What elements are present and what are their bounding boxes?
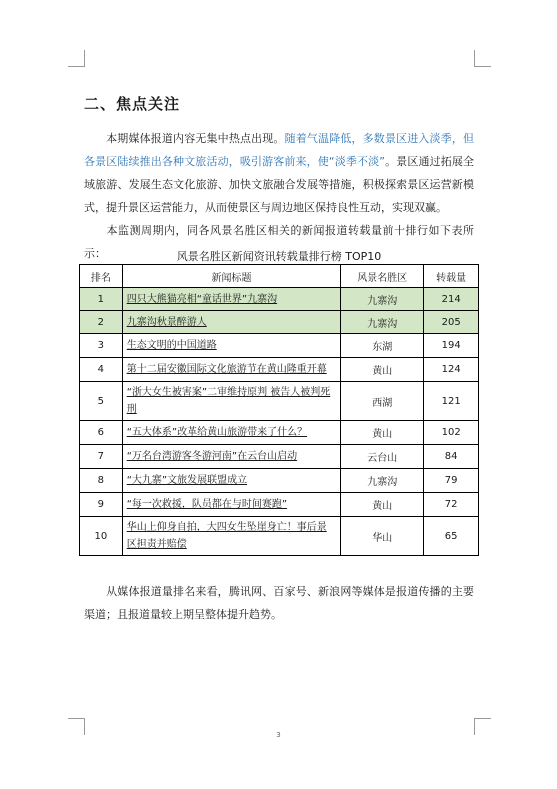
area-cell: 九寨沟 (341, 311, 424, 334)
count-cell: 72 (424, 493, 479, 517)
title-cell[interactable]: “每一次救援，队员都在与时间赛跑” (122, 493, 341, 517)
area-cell: 西湖 (341, 382, 424, 421)
table-row (80, 445, 479, 469)
page-number: 3 (276, 731, 281, 739)
table-row (80, 469, 479, 493)
area-cell: 黄山 (341, 493, 424, 517)
count-cell: 194 (424, 334, 479, 358)
count-cell: 79 (424, 469, 479, 493)
title-cell[interactable]: 四只大熊猫亮相“童话世界”九寨沟 (122, 288, 341, 311)
title-cell[interactable]: “浙大女生被害案”二审维持原判 被告人被判死刑 (122, 382, 341, 421)
count-cell: 102 (424, 421, 479, 445)
header-count: 转载量 (424, 265, 479, 288)
table-row (80, 358, 479, 382)
rank-cell: 4 (80, 358, 123, 382)
rank-cell: 7 (80, 445, 123, 469)
section-heading: 二、焦点关注 (84, 95, 181, 113)
rank-cell: 6 (80, 421, 123, 445)
area-cell: 九寨沟 (341, 469, 424, 493)
intro-text-end: 。景区通过拓展全域旅游、发展生态文化旅游、加快文旅融合发展等措施，积极探索景区运营新模式，提升景区运营能力，从而使景区与周边地区保持良性互动，实现双赢。 (84, 155, 475, 214)
area-cell: 九寨沟 (341, 288, 424, 311)
count-cell: 65 (424, 517, 479, 556)
table-row (80, 493, 479, 517)
title-cell[interactable]: “大九寨”文旅发展联盟成立 (122, 469, 341, 493)
table-row (80, 517, 479, 556)
table-row (80, 421, 479, 445)
corner-mark-top-left (68, 50, 85, 67)
title-cell[interactable]: 九寨沟秋景醉游人 (122, 311, 341, 334)
area-cell: 黄山 (341, 358, 424, 382)
rank-cell: 5 (80, 382, 123, 421)
intro-paragraph (84, 127, 474, 219)
title-cell[interactable]: 生态文明的中国道路 (122, 334, 341, 358)
rank-cell: 3 (80, 334, 123, 358)
rank-cell: 2 (80, 311, 123, 334)
count-cell: 205 (424, 311, 479, 334)
area-cell: 黄山 (341, 421, 424, 445)
area-cell: 云台山 (341, 445, 424, 469)
area-cell: 华山 (341, 517, 424, 556)
title-cell[interactable]: “万名台湾游客冬游河南”在云台山启动 (122, 445, 341, 469)
summary-paragraph (84, 580, 474, 626)
table-intro-text: 本监测周期内，同各风景名胜区相关的新闻报道转载量前十排行如下表所示： (84, 224, 474, 260)
table-row (80, 334, 479, 358)
rank-cell: 10 (80, 517, 123, 556)
count-cell: 84 (424, 445, 479, 469)
table-header-row (80, 265, 479, 288)
intro-highlight-text: 随着气温降低，多数景区进入淡季，但各景区陆续推出各种文旅活动，吸引游客前来，使“淡季不淡” (84, 132, 475, 168)
intro-text-start: 本期媒体报道内容无集中热点出现。 (106, 132, 285, 145)
title-cell[interactable]: 华山上仰身自拍，大四女生坠崖身亡！事后景区担责并赔偿 (122, 517, 341, 556)
header-area: 风景名胜区 (341, 265, 424, 288)
count-cell: 124 (424, 358, 479, 382)
title-cell[interactable]: “五大体系”改革给黄山旅游带来了什么？ (122, 421, 341, 445)
table-caption: 风景名胜区新闻资讯转载量排行榜 TOP10 (176, 250, 382, 263)
table-row (80, 311, 479, 334)
summary-text: 从媒体报道量排名来看，腾讯网、百家号、新浪网等媒体是报道传播的主要渠道；且报道量较上期呈整体提升趋势。 (84, 585, 474, 621)
table-row (80, 288, 479, 311)
header-rank: 排名 (80, 265, 123, 288)
count-cell: 121 (424, 382, 479, 421)
area-cell: 东湖 (341, 334, 424, 358)
header-title: 新闻标题 (122, 265, 341, 288)
rank-cell: 1 (80, 288, 123, 311)
count-cell: 214 (424, 288, 479, 311)
table-row (80, 382, 479, 421)
corner-mark-top-right (474, 50, 491, 67)
ranking-table (79, 264, 479, 556)
title-cell[interactable]: 第十二届安徽国际文化旅游节在黄山隆重开幕 (122, 358, 341, 382)
rank-cell: 8 (80, 469, 123, 493)
rank-cell: 9 (80, 493, 123, 517)
